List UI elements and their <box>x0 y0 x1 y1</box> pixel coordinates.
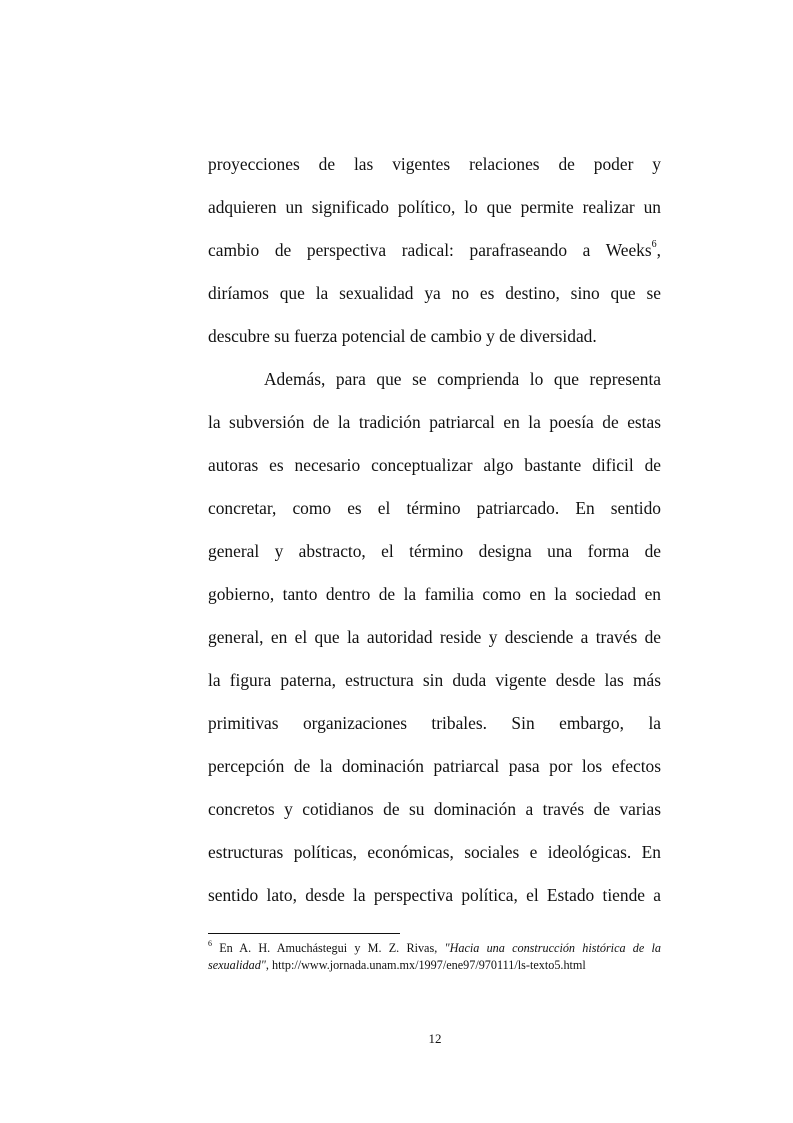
body-line: general y abstracto, el término designa una forma de <box>208 541 661 561</box>
body-line: descubre su fuerza potencial de cambio y de diversidad. <box>208 326 597 346</box>
body-line: concretar, como es el término patriarcado. En sentido <box>208 498 661 518</box>
body-line: gobierno, tanto dentro de la familia como en la sociedad en <box>208 584 661 604</box>
body-line: Además, para que se comprienda lo que representa <box>264 369 661 389</box>
body-line: percepción de la dominación patriarcal pasa por los efectos <box>208 756 661 776</box>
body-line: general, en el que la autoridad reside y desciende a través de <box>208 627 661 647</box>
body-line: concretos y cotidianos de su dominación a través de varias <box>208 799 661 819</box>
body-paragraphs <box>208 143 661 917</box>
body-line: autoras es necesario conceptualizar algo bastante dificil de <box>208 455 661 475</box>
footnote-separator <box>208 933 400 934</box>
body-line: primitivas organizaciones tribales. Sin embargo, la <box>208 713 661 733</box>
body-line: la figura paterna, estructura sin duda vigente desde las más <box>208 670 661 690</box>
body-line: diríamos que la sexualidad ya no es destino, sino que se <box>208 283 661 303</box>
footnote <box>208 940 661 974</box>
footnote-number: 6 <box>208 938 212 948</box>
footnote-reference-punctuation: , <box>656 240 661 260</box>
footnote-line <box>208 957 661 974</box>
footnote-title-continued: sexualidad" <box>208 958 266 972</box>
body-line: estructuras políticas, económicas, sociales e ideológicas. En <box>208 842 661 862</box>
footnote-title: "Hacia una construcción histórica de la <box>444 941 661 955</box>
footnote-url: , http://www.jornada.unam.mx/1997/ene97/970111/ls-texto5.html <box>265 958 586 972</box>
footnote-reference: 6 <box>651 239 657 251</box>
footnote-line <box>208 940 661 957</box>
page-number: 12 <box>428 1031 442 1046</box>
body-line-text: cambio de perspectiva radical: parafraseando a Weeks <box>208 240 652 260</box>
body-line: proyecciones de las vigentes relaciones de poder y <box>208 154 661 174</box>
body-line: sentido lato, desde la perspectiva política, el Estado tiende a <box>208 885 661 905</box>
body-line: adquieren un significado político, lo que permite realizar un <box>208 197 661 217</box>
body-line <box>208 229 661 272</box>
footnote-prefix: En A. H. Amuchástegui y M. Z. Rivas, <box>212 941 445 955</box>
body-line: la subversión de la tradición patriarcal en la poesía de estas <box>208 412 661 432</box>
